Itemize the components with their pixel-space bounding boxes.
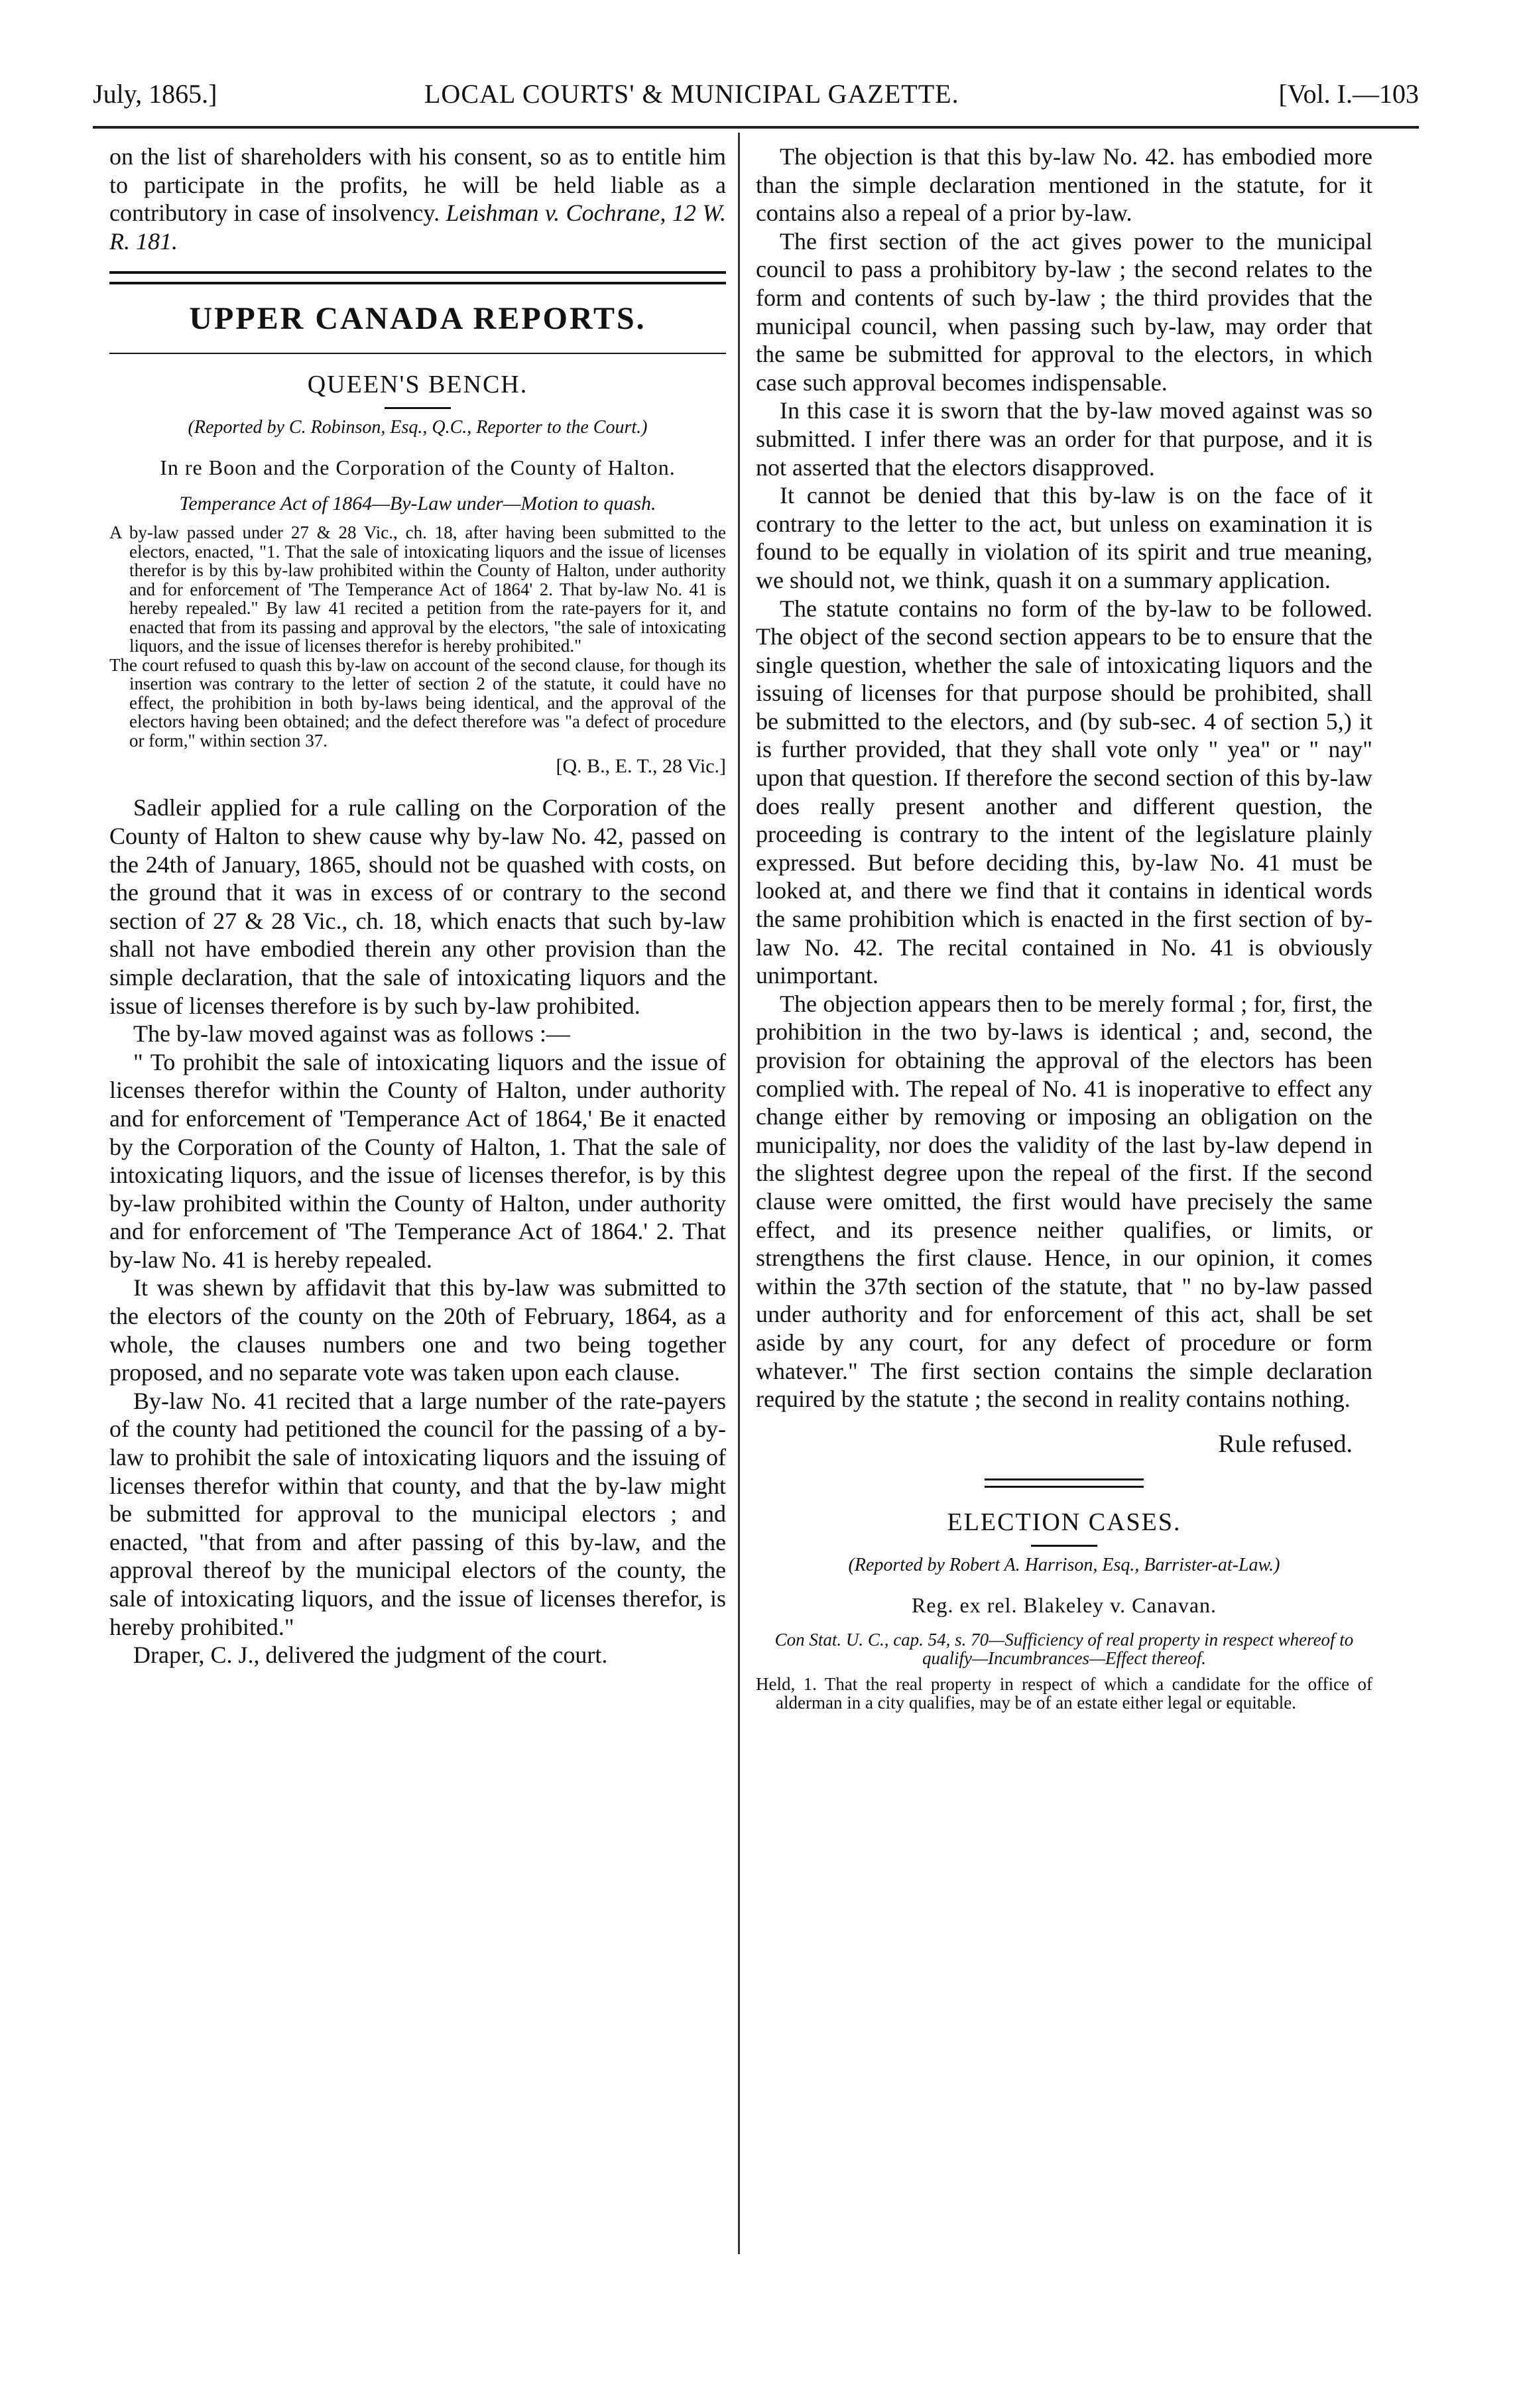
left-paragraph-1: Sadleir applied for a rule calling on the Corporation of the County of Halton to shew cause why by-law No. 42, passed on the 24th of January, 1865, should not be quashed with costs, on the ground that it was in excess of or contrary to the second section of 27 & 28 Vic., ch. 18, which enacts that such by-law shall not have embodied therein any other provision than the simple declaration, that the sale of intoxicating liquors and the issue of licenses therefore is by such by-law prohibited. — [109, 794, 726, 1019]
reporter-line-2: (Reported by Robert A. Harrison, Esq., Barrister-at-Law.) — [848, 1554, 1280, 1575]
headnote-2: The court refused to quash this by-law on account of the second clause, for though its insertion was contrary to the letter of section 2 of the statute, it could have no effect, the prohibition in both by-laws being identical, and the approval of the electors having been obtained; and the defect therefore was "a defect of procedure or form," within section 37. — [109, 654, 726, 751]
left-paragraph-3: " To prohibit the sale of intoxicating liquors and the issue of licenses therefor within the County of Halton, under authority and for enforcement of 'Temperance Act of 1864,' Be it enacted by the Corporation of the County of Halton, 1. That the sale of intoxicating liquors, and the issue of licenses therefor, is by this by-law prohibited within the County of Halton, under authority and for enforcement of 'The Temperance Act of 1864.' 2. That by-law No. 41 is hereby repealed. — [109, 1048, 726, 1273]
left-column — [109, 143, 726, 1669]
double-rule — [985, 1478, 1144, 1488]
right-paragraph-4: It cannot be denied that this by-law is on the face of it contrary to the letter to the act, but unless on examination it is found to be equally in violation of its spirit and true meaning, we should not, we think, quash it on a summary application. — [756, 482, 1372, 593]
left-paragraph-2: The by-law moved against was as follows :— — [133, 1020, 570, 1048]
header-date: July, 1865.] — [93, 79, 217, 109]
held-note: Held, 1. That the real property in respect of which a candidate for the office of alderman in a city qualifies, may be of an estate either legal or equitable. — [756, 1673, 1372, 1713]
column-divider — [738, 133, 740, 2254]
right-paragraph-6: The objection appears then to be merely formal ; for, first, the prohibition in the two by-laws is identical ; and, second, the provision for obtaining the approval of the electors has been complied with. The repeal of No. 41 is inoperative to effect any change either by removing or imposing an obligation on the municipality, nor does the validity of the last by-law depend in the slightest degree upon the repeal of the first. If the second clause were omitted, the first would have precisely the same effect, and its presence neither qualifies, or limits, or strengthens the first clause. Hence, in our opinion, it comes within the 37th section of the statute, that " no by-law passed under authority and for enforcement of this act, shall be set aside by any court, for any defect of procedure or form whatever." The first section contains the simple declaration required by the statute ; the second in reality contains nothing. — [756, 990, 1372, 1413]
section-title-election-cases: ELECTION CASES. — [947, 1508, 1181, 1536]
left-paragraph-6: Draper, C. J., delivered the judgment of the court. — [133, 1642, 608, 1669]
headnote-1: A by-law passed under 27 & 28 Vic., ch. 18, after having been submitted to the electors, enacted, "1. That the sale of intoxicating liquors and the issue of licenses therefor is by this by-law prohibited within the County of Halton, under authority and for enforcement of 'The Temperance Act of 1864' 2. That by-law No. 41 is hereby repealed." By law 41 recited a petition from the rate-payers for it, and enacted that from its passing and approval by the electors, "the sale of intoxicating liquors, and the issue of licenses therefor is hereby prohibited." — [109, 522, 726, 656]
section-rule-thin — [109, 353, 726, 354]
case-title-blakeley: Reg. ex rel. Blakeley v. Canavan. — [911, 1593, 1217, 1617]
reporter-line: (Reported by C. Robinson, Esq., Q.C., Reporter to the Court.) — [188, 417, 648, 438]
header-volume: [Vol. I.—103 — [1278, 79, 1419, 109]
case-title-boon: In re Boon and the Corporation of the County of Halton. — [160, 455, 676, 480]
header-title: LOCAL COURTS' & MUNICIPAL GAZETTE. — [424, 79, 959, 109]
right-column — [756, 143, 1372, 1713]
case-citation: [Q. B., E. T., 28 Vic.] — [556, 755, 726, 778]
court-title: QUEEN'S BENCH. — [307, 371, 528, 399]
page-header — [93, 74, 1419, 114]
header-rule — [93, 126, 1419, 129]
left-paragraph-5: By-law No. 41 recited that a large number of the rate-payers of the county had petitioned the council for the passing of a by-law to prohibit the sale of intoxicating liquors and the issuing of licenses therefor within that county, and that the by-law might be submitted for approval to the municipal electors ; and enacted, "that from and after passing of this by-law, and the approval thereof by the municipal electors of the county, the sale of intoxicating liquors, and the issue of licenses therefor, is hereby prohibited." — [109, 1387, 726, 1640]
rule-refused: Rule refused. — [1218, 1429, 1353, 1458]
section-title-upper-canada: UPPER CANADA REPORTS. — [189, 301, 646, 337]
right-paragraph-2: The first section of the act gives power to the municipal council to pass a prohibitory by-law ; the second relates to the form and contents of such by-law ; the third provides that the municipal council, when passing such by-law, may order that the same be submitted for approval to the electors, in which case such approval becomes indispensable. — [756, 227, 1372, 396]
intro-paragraph: on the list of shareholders with his consent, so as to entitle him to participate in the profits, he will be held liable as a contributory in case of insolvency. Leishman v. Cochrane, 12 W. R. 181. — [109, 143, 726, 255]
section-rule — [109, 271, 726, 284]
right-paragraph-5: The statute contains no form of the by-law to be followed. The object of the second section appears to be to ensure that the single question, whether the sale of intoxicating liquors and the issuing of licenses for that purpose should be prohibited, shall be submitted to the electors, and (by sub-sec. 4 of section 5,) it is further provided, that they shall vote only " yea" or " nay" upon that question. If therefore the second section of this by-law does really present another and different question, the proceeding is contrary to the intent of the legislature plainly expressed. But before deciding this, by-law No. 41 must be looked at, and there we find that it contains in identical words the same prohibition which is enacted in the first section of by-law No. 42. The recital contained in No. 41 is obviously unimportant. — [756, 595, 1372, 989]
headnote-title: Temperance Act of 1864—By-Law under—Motion to quash. — [179, 493, 656, 515]
right-paragraph-3: In this case it is sworn that the by-law moved against was so submitted. I infer there was an order for that purpose, and it is not asserted that the electors disapproved. — [756, 397, 1372, 481]
headnote-election: Con Stat. U. C., cap. 54, s. 70—Sufficiency of real property in respect whereof to qualify—Incumbrances—Effect thereof. — [774, 1629, 1354, 1669]
short-rule-2 — [1031, 1545, 1097, 1547]
right-paragraph-1: The objection is that this by-law No. 42. has embodied more than the simple declaration mentioned in the statute, for it contains also a repeal of a prior by-law. — [756, 143, 1372, 227]
short-rule — [385, 407, 451, 409]
left-paragraph-4: It was shewn by affidavit that this by-law was submitted to the electors of the county on the 20th of February, 1864, as a whole, the clauses numbers one and two being together proposed, and no separate vote was taken upon each clause. — [109, 1274, 726, 1386]
intro-citation: Leishman v. Cochrane, 12 W. R. 181. — [109, 200, 726, 255]
